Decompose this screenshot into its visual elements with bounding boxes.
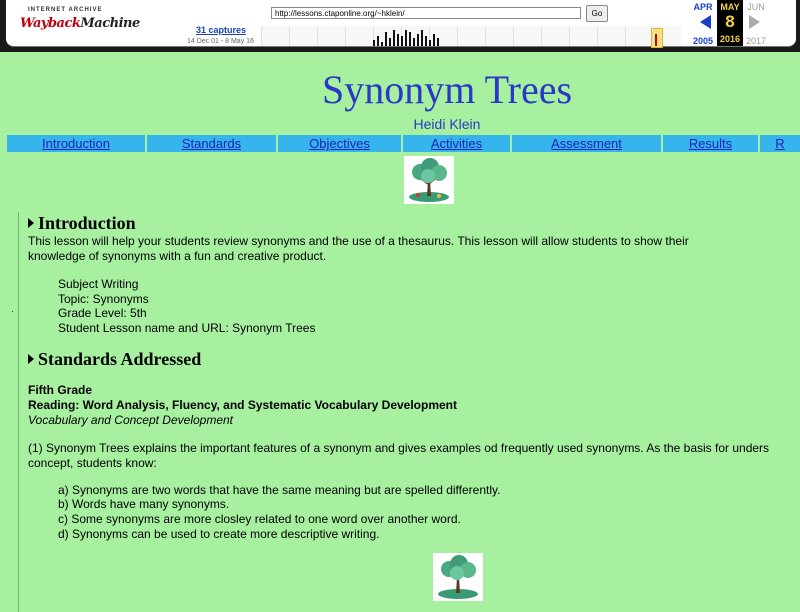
tree-icon bbox=[404, 156, 454, 204]
intro-student-lesson: Student Lesson name and URL: Synonym Trees bbox=[58, 321, 316, 335]
intro-grade: Grade Level: 5th bbox=[58, 306, 147, 320]
nav-link-results[interactable]: Results bbox=[663, 135, 758, 152]
capture-sparkline[interactable] bbox=[261, 26, 681, 46]
next-month-label: JUN bbox=[747, 2, 765, 12]
intro-heading-text: Introduction bbox=[38, 213, 136, 233]
sparkline-year-tick bbox=[317, 26, 318, 46]
sparkline-year-tick bbox=[457, 26, 458, 46]
nav-link-standards[interactable]: Standards bbox=[147, 135, 276, 152]
prev-month-label[interactable]: APR bbox=[693, 2, 713, 12]
nav-link-activities[interactable]: Activities bbox=[403, 135, 510, 152]
current-capture-date bbox=[717, 0, 743, 46]
standards-paragraph-line-2: concept, students know: bbox=[28, 456, 157, 470]
intro-topic: Topic: Synonyms bbox=[58, 292, 149, 306]
next-capture-arrow-icon bbox=[749, 15, 760, 29]
wayback-toolbar-panel bbox=[6, 0, 796, 47]
tree-icon-svg bbox=[404, 156, 454, 204]
nav-link-introduction[interactable]: Introduction bbox=[7, 135, 145, 152]
page-title: Synonym Trees bbox=[321, 67, 573, 112]
intro-paragraph-line-2: knowledge of synonyms with a fun and creative product. bbox=[28, 249, 327, 263]
sparkline-bar bbox=[397, 34, 399, 46]
sparkline-bar bbox=[421, 30, 423, 46]
wayback-go-button[interactable]: Go bbox=[586, 5, 608, 22]
sparkline-bar bbox=[393, 30, 395, 46]
wayback-logo-top: INTERNET ARCHIVE bbox=[28, 7, 103, 13]
wayback-logo-main bbox=[20, 16, 140, 31]
sparkline-bar bbox=[373, 40, 375, 46]
next-year-label: 2017 bbox=[745, 36, 767, 46]
intro-paragraph-line-1: This lesson will help your students review synonyms and the use of a thesaurus. This lesson will allow students to show their bbox=[28, 234, 689, 248]
nav-link-assessment[interactable]: Assessment bbox=[512, 135, 661, 152]
sparkline-bar bbox=[413, 38, 415, 46]
standards-list-item-a: a) Synonyms are two words that have the same meaning but are spelled differently. bbox=[58, 483, 501, 497]
standards-paragraph-line-1: (1) Synonym Trees explains the important features of a synonym and gives examples od frequently used synonyms. As the basis for unders bbox=[28, 441, 770, 455]
sparkline-year-tick bbox=[653, 26, 654, 46]
intro-heading bbox=[28, 213, 136, 234]
sparkline-year-tick bbox=[597, 26, 598, 46]
sparkline-year-tick bbox=[261, 26, 262, 46]
sparkline-bar bbox=[429, 40, 431, 46]
current-year: 2016 bbox=[719, 34, 741, 44]
current-day: 8 bbox=[725, 12, 735, 31]
sparkline-year-tick bbox=[345, 26, 346, 46]
sparkline-year-tick bbox=[541, 26, 542, 46]
standards-grade: Fifth Grade bbox=[28, 383, 93, 397]
section-nav bbox=[7, 135, 800, 152]
page-author: Heidi Klein bbox=[413, 116, 481, 132]
nav-link-objectives[interactable]: Objectives bbox=[278, 135, 401, 152]
wayback-logo-word-2: Machine bbox=[80, 16, 140, 31]
sparkline-year-tick bbox=[485, 26, 486, 46]
standards-substrand: Vocabulary and Concept Development bbox=[28, 413, 234, 427]
sparkline-year-tick bbox=[625, 26, 626, 46]
standards-list-item-d: d) Synonyms can be used to create more descriptive writing. bbox=[58, 527, 380, 541]
sparkline-bar bbox=[437, 38, 439, 46]
sparkline-bar bbox=[385, 32, 387, 46]
sparkline-bar bbox=[417, 34, 419, 46]
sparkline-bar bbox=[433, 34, 435, 46]
captures-range: 14 Dec 01 - 8 May 16 bbox=[187, 38, 254, 45]
wayback-toolbar bbox=[0, 0, 800, 52]
tree-icon bbox=[433, 553, 483, 601]
prev-year-label[interactable]: 2005 bbox=[692, 36, 714, 46]
triangle-right-icon bbox=[28, 218, 34, 228]
triangle-right-icon bbox=[28, 354, 34, 364]
standards-list-item-c: c) Some synonyms are more closley related to one word over another word. bbox=[58, 512, 461, 526]
sparkline-bar bbox=[389, 38, 391, 46]
tree-icon-svg bbox=[433, 553, 483, 601]
standards-list-item-b: b) Words have many synonyms. bbox=[58, 497, 230, 511]
sparkline-bar bbox=[425, 36, 427, 46]
wayback-url-input[interactable]: http://lessons.ctaponline.org/~hklein/ bbox=[271, 7, 581, 19]
sparkline-bar bbox=[409, 32, 411, 46]
nav-link-truncated[interactable]: R bbox=[760, 135, 800, 152]
sparkline-year-tick bbox=[513, 26, 514, 46]
sparkline-bar bbox=[377, 36, 379, 46]
sparkline-year-tick bbox=[289, 26, 290, 46]
sparkline-bar bbox=[401, 36, 403, 46]
sparkline-current-bar bbox=[655, 34, 657, 46]
sparkline-year-tick bbox=[569, 26, 570, 46]
current-month: MAY bbox=[720, 2, 740, 12]
captures-link[interactable]: 31 captures bbox=[196, 25, 247, 35]
prev-capture-arrow-icon[interactable] bbox=[700, 15, 711, 29]
standards-heading-text: Standards Addressed bbox=[38, 349, 202, 369]
standards-strand: Reading: Word Analysis, Fluency, and Systematic Vocabulary Development bbox=[28, 398, 458, 412]
section-divider bbox=[18, 212, 19, 612]
standards-heading bbox=[28, 349, 201, 370]
intro-subject: Subject Writing bbox=[58, 277, 139, 291]
wayback-logo[interactable] bbox=[20, 4, 140, 44]
sparkline-bar bbox=[381, 42, 383, 46]
stray-dot: . bbox=[11, 304, 14, 315]
sparkline-bar bbox=[405, 30, 407, 46]
wayback-logo-word: Wayback bbox=[20, 16, 81, 31]
